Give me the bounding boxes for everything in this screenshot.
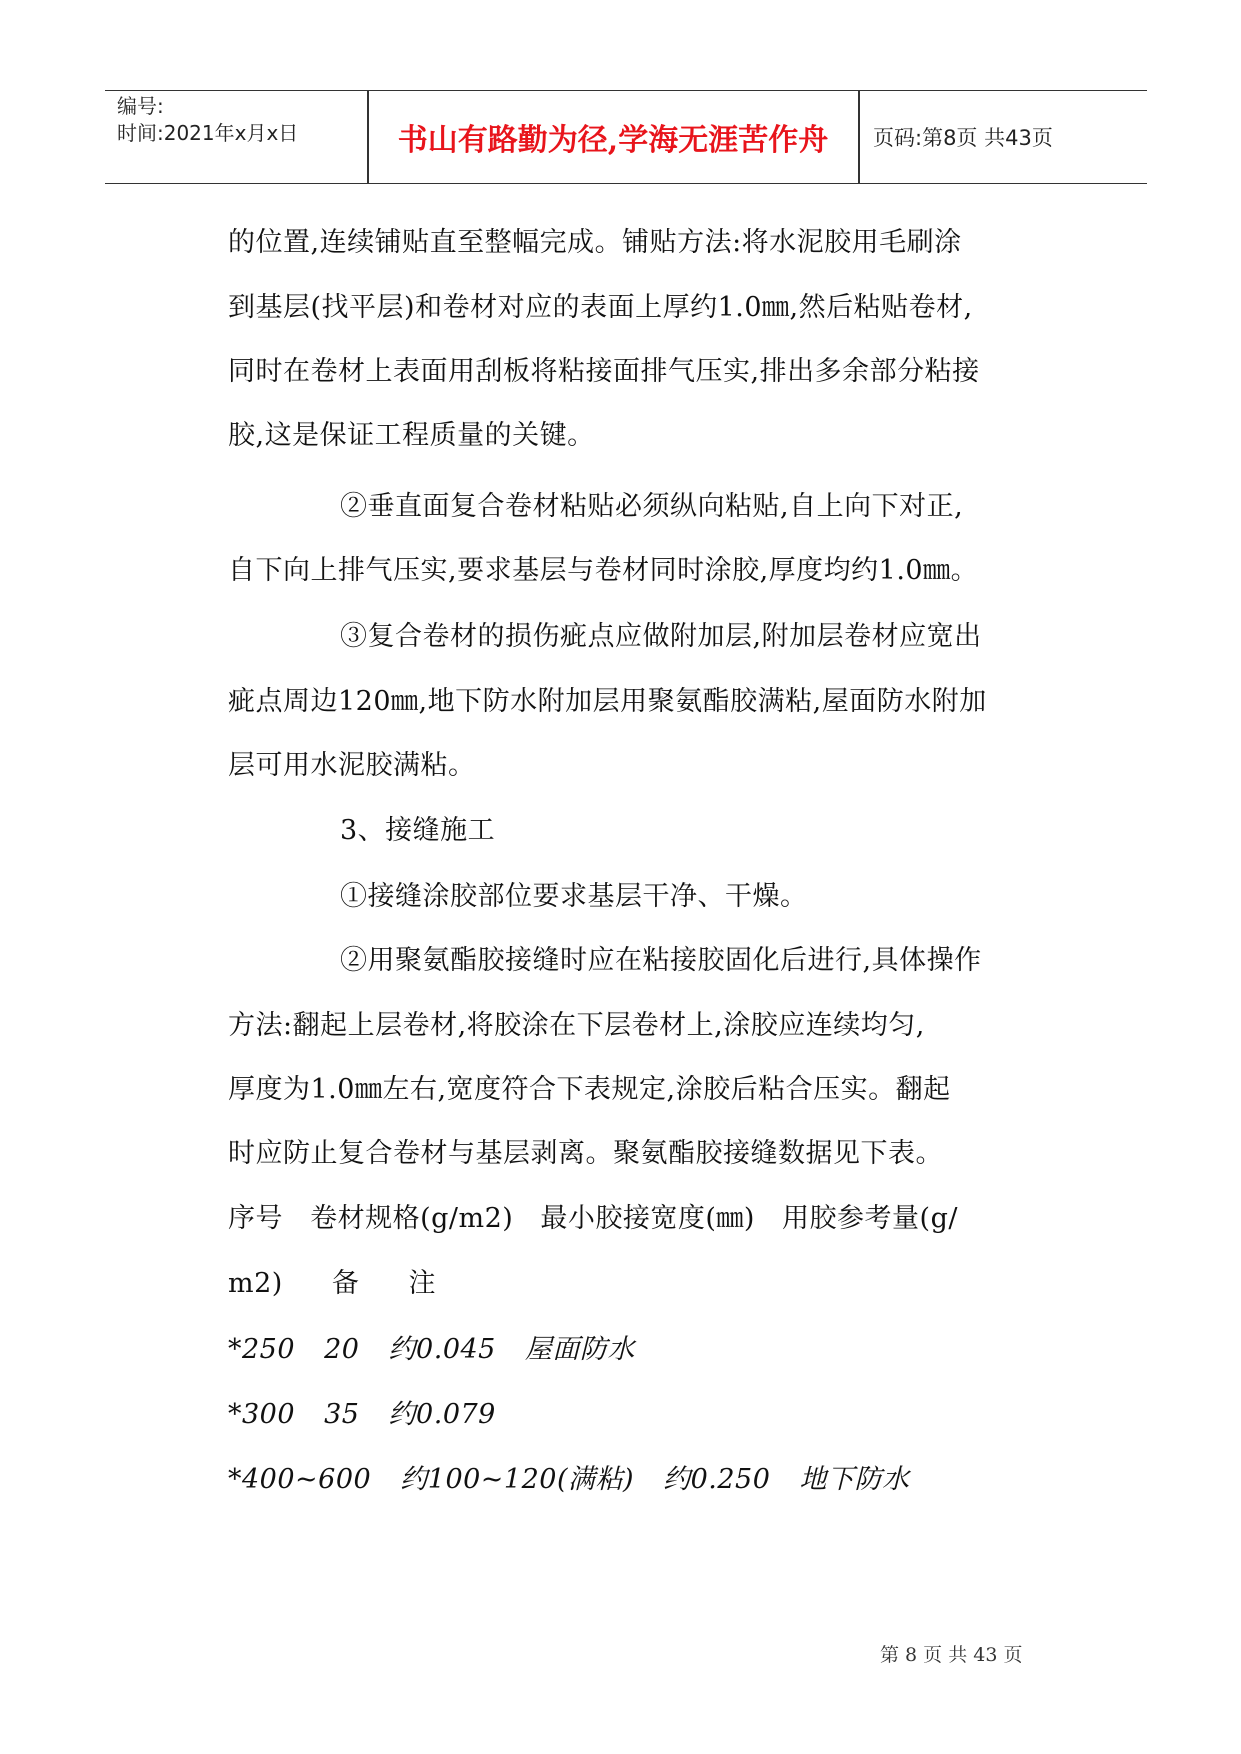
page-footer: 第 8 页 共 43 页 — [880, 1644, 1023, 1666]
body-line: 时应防止复合卷材与基层剥离。聚氨酯胶接缝数据见下表。 — [228, 1138, 943, 1169]
header-page-info: 页码:第8页 共43页 — [873, 126, 1053, 150]
body-line: 疵点周边120㎜,地下防水附加层用聚氨酯胶满粘,屋面防水附加 — [228, 686, 987, 717]
section-heading: 3、接缝施工 — [340, 815, 496, 846]
body-line: 方法:翻起上层卷材,将胶涂在下层卷材上,涂胶应连续均匀, — [228, 1010, 925, 1041]
body-line: 的位置,连续铺贴直至整幅完成。铺贴方法:将水泥胶用毛刷涂 — [228, 227, 962, 258]
body-line: 层可用水泥胶满粘。 — [228, 750, 476, 781]
table-header-line-1: 序号 卷材规格(g/m2) 最小胶接宽度(㎜) 用胶参考量(g/ — [228, 1203, 958, 1234]
serial-label: 编号: — [117, 94, 164, 118]
table-row: *250 20 约0.045 屋面防水 — [228, 1334, 635, 1365]
time-label: 时间:2021年x月x日 — [117, 121, 299, 145]
table-row: *300 35 约0.079 — [228, 1399, 496, 1430]
page-header — [105, 90, 1147, 184]
body-line: 同时在卷材上表面用刮板将粘接面排气压实,排出多余部分粘接 — [228, 356, 980, 387]
table-header-line-2: m2) 备 注 — [228, 1268, 436, 1299]
header-meta — [117, 93, 298, 147]
body-line: 厚度为1.0㎜左右,宽度符合下表规定,涂胶后粘合压实。翻起 — [228, 1074, 951, 1105]
body-line: ①接缝涂胶部位要求基层干净、干燥。 — [340, 881, 808, 912]
table-row: *400~600 约100~120(满粘) 约0.250 地下防水 — [228, 1464, 910, 1495]
body-line: 到基层(找平层)和卷材对应的表面上厚约1.0㎜,然后粘贴卷材, — [228, 292, 973, 323]
body-line: 自下向上排气压实,要求基层与卷材同时涂胶,厚度均约1.0㎜。 — [228, 555, 979, 586]
body-line: ②垂直面复合卷材粘贴必须纵向粘贴,自上向下对正, — [340, 491, 964, 522]
body-line: ②用聚氨酯胶接缝时应在粘接胶固化后进行,具体操作 — [340, 945, 982, 976]
header-motto: 书山有路勤为径,学海无涯苦作舟 — [397, 123, 829, 158]
body-line: 胶,这是保证工程质量的关键。 — [228, 420, 595, 451]
header-divider-right — [858, 91, 860, 183]
body-line: ③复合卷材的损伤疵点应做附加层,附加层卷材应宽出 — [340, 621, 982, 652]
